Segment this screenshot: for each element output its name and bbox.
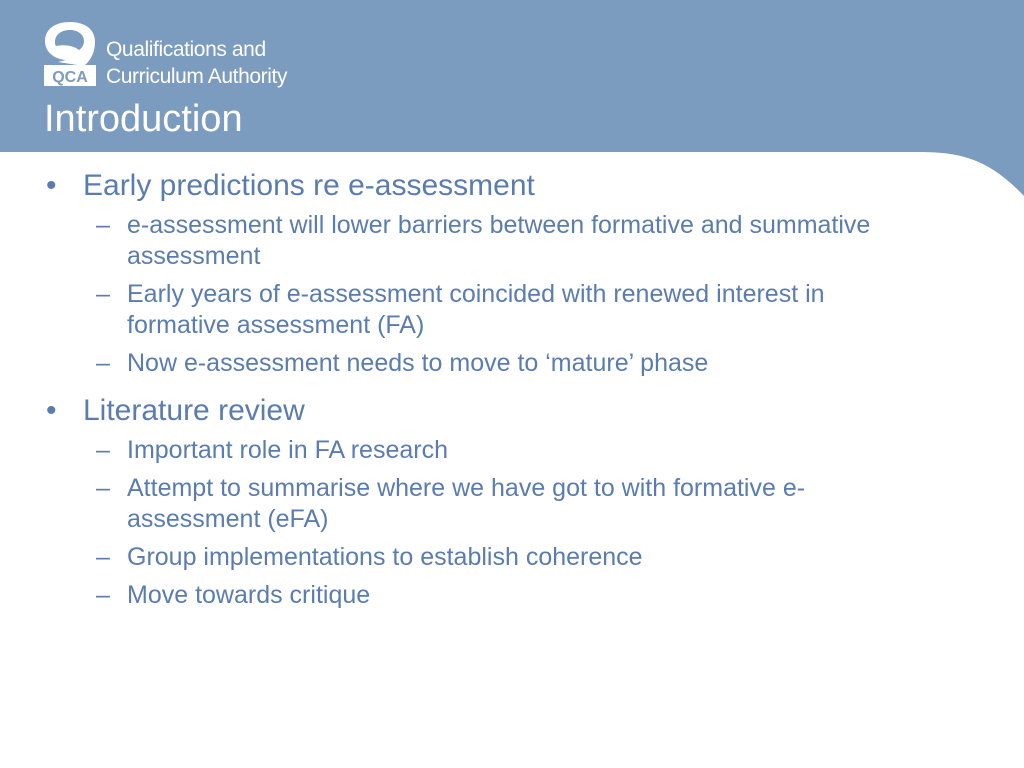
sub-bullet-marker: – — [96, 280, 110, 308]
bullet-item — [0, 166, 1024, 379]
qca-logo — [44, 20, 324, 92]
bullet-item — [0, 391, 1024, 611]
slide-title: Introduction — [44, 98, 243, 140]
sub-bullet-item — [83, 580, 927, 611]
sub-bullet-text: Important role in FA research — [127, 436, 448, 464]
sub-bullet-item — [83, 348, 927, 379]
slide-body — [0, 166, 1024, 623]
logo-name-line2: Curriculum Authority — [106, 65, 288, 88]
sub-bullet-item — [83, 279, 927, 341]
sub-bullet-list — [83, 435, 1024, 611]
sub-bullet-item — [83, 435, 927, 466]
sub-bullet-marker: – — [96, 543, 110, 571]
sub-bullet-marker: – — [96, 349, 110, 377]
sub-bullet-marker: – — [96, 211, 110, 239]
sub-bullet-text: Group implementations to establish coherence — [127, 543, 643, 571]
sub-bullet-marker: – — [96, 436, 110, 464]
bullet-marker: • — [46, 394, 57, 427]
sub-bullet-item — [83, 473, 927, 535]
qca-logo-mark-icon — [44, 20, 96, 86]
sub-bullet-marker: – — [96, 474, 110, 502]
logo-wordmark — [106, 36, 287, 90]
sub-bullet-text: Move towards critique — [127, 581, 371, 609]
sub-bullet-marker: – — [96, 581, 110, 609]
logo-mark-text: QCA — [52, 69, 88, 86]
sub-bullet-list — [83, 210, 1024, 379]
logo-name-line1: Qualifications and — [106, 38, 266, 61]
sub-bullet-text: Early years of e-assessment coincided with renewed interest in formative assessment (FA) — [127, 280, 825, 339]
sub-bullet-text: Now e-assessment needs to move to ‘mature’ phase — [127, 349, 709, 377]
sub-bullet-item — [83, 210, 927, 272]
bullet-text: Literature review — [83, 394, 305, 427]
bullet-text: Early predictions re e-assessment — [83, 169, 535, 202]
sub-bullet-text: e-assessment will lower barriers between formative and summative assessment — [127, 211, 871, 270]
sub-bullet-item — [83, 542, 927, 573]
bullet-marker: • — [46, 169, 57, 202]
sub-bullet-text: Attempt to summarise where we have got to with formative e-assessment (eFA) — [127, 474, 806, 533]
bullet-list — [0, 166, 1024, 611]
